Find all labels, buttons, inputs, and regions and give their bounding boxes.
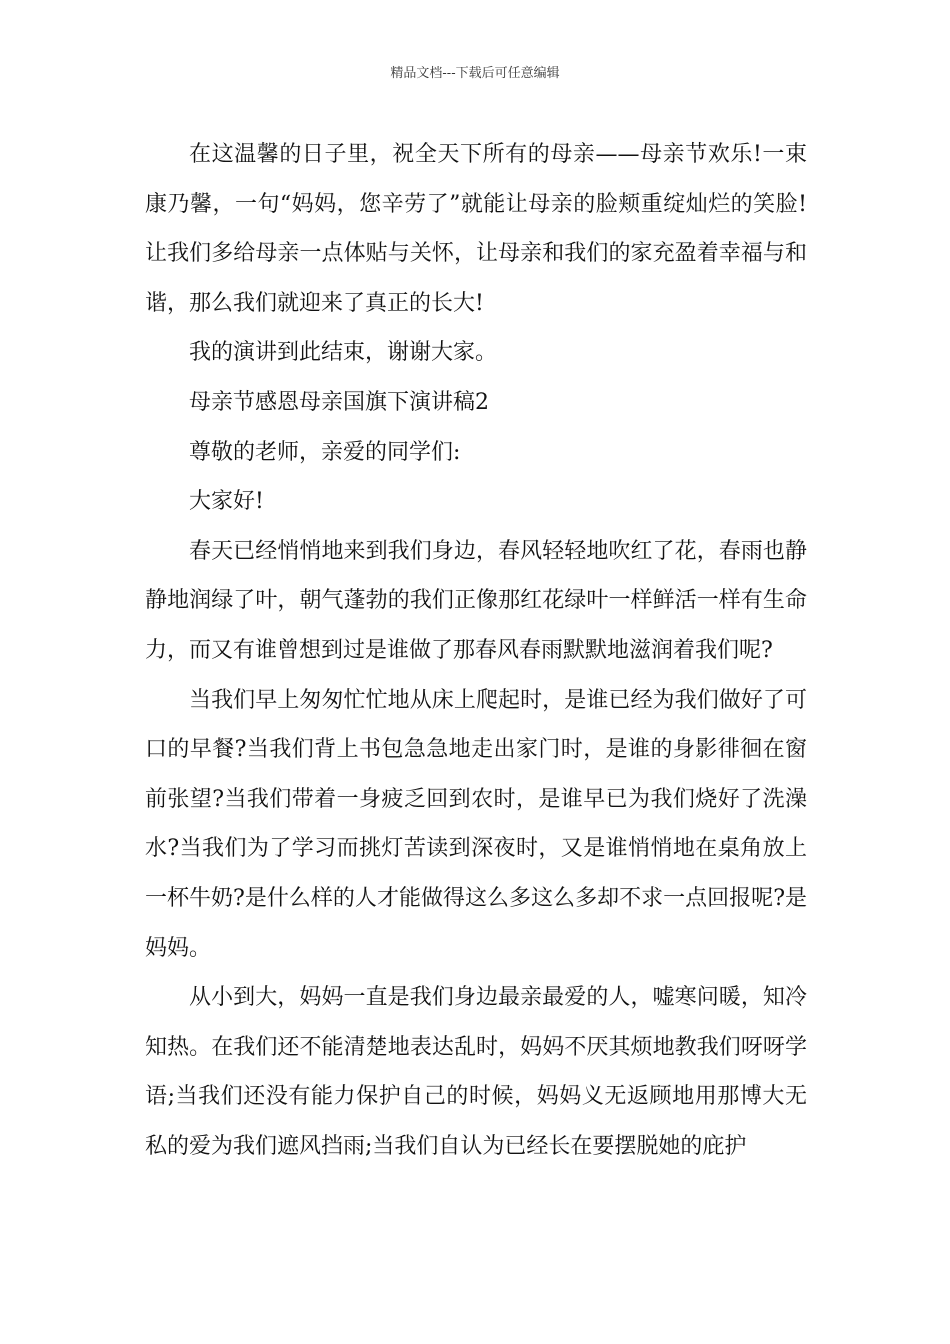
paragraph-childhood: 从小到大，妈妈一直是我们身边最亲最爱的人，嘘寒问暖，知冷知热。在我们还不能清楚地表达乱时，妈妈不厌其烦地教我们呀呀学语;当我们还没有能力保护自己的时候，妈妈义无返顾地用那博大无私的爱为我们遮风挡雨;当我们自认为已经长在要摆脱她的庇护 [145, 985, 807, 1159]
document-body [145, 130, 807, 1171]
paragraph-spring: 春天已经悄悄地来到我们身边，春风轻轻地吹红了花，春雨也静静地润绿了叶，朝气蓬勃的我们正像那红花绿叶一样鲜活一样有生命力，而又有谁曾想到过是谁做了那春风春雨默默地滋润着我们呢? [145, 538, 807, 663]
page-header: 精品文档---下载后可任意编辑 [390, 66, 560, 81]
paragraph-salutation: 尊敬的老师，亲爱的同学们: [189, 439, 461, 465]
section-title: 母亲节感恩母亲国旗下演讲稿2 [189, 389, 489, 415]
paragraph-greeting-closing: 在这温馨的日子里，祝全天下所有的母亲——母亲节欢乐!一束康乃馨，一句“妈妈，您辛劳了”就能让母亲的脸颊重绽灿烂的笑脸!让我们多给母亲一点体贴与关怀，让母亲和我们的家充盈着幸福与和谐，那么我们就迎来了真正的长大! [145, 142, 807, 316]
paragraph-morning: 当我们早上匆匆忙忙地从床上爬起时，是谁已经为我们做好了可口的早餐?当我们背上书包急急地走出家门时，是谁的身影徘徊在窗前张望?当我们带着一身疲乏回到农时，是谁早已为我们烧好了洗澡水?当我们为了学习而挑灯苦读到深夜时，又是谁悄悄地在桌角放上一杯牛奶?是什么样的人才能做得这么多这么多却不求一点回报呢?是妈妈。 [145, 687, 807, 961]
paragraph-speech-end: 我的演讲到此结束，谢谢大家。 [189, 340, 498, 366]
paragraph-hello: 大家好! [189, 489, 264, 515]
